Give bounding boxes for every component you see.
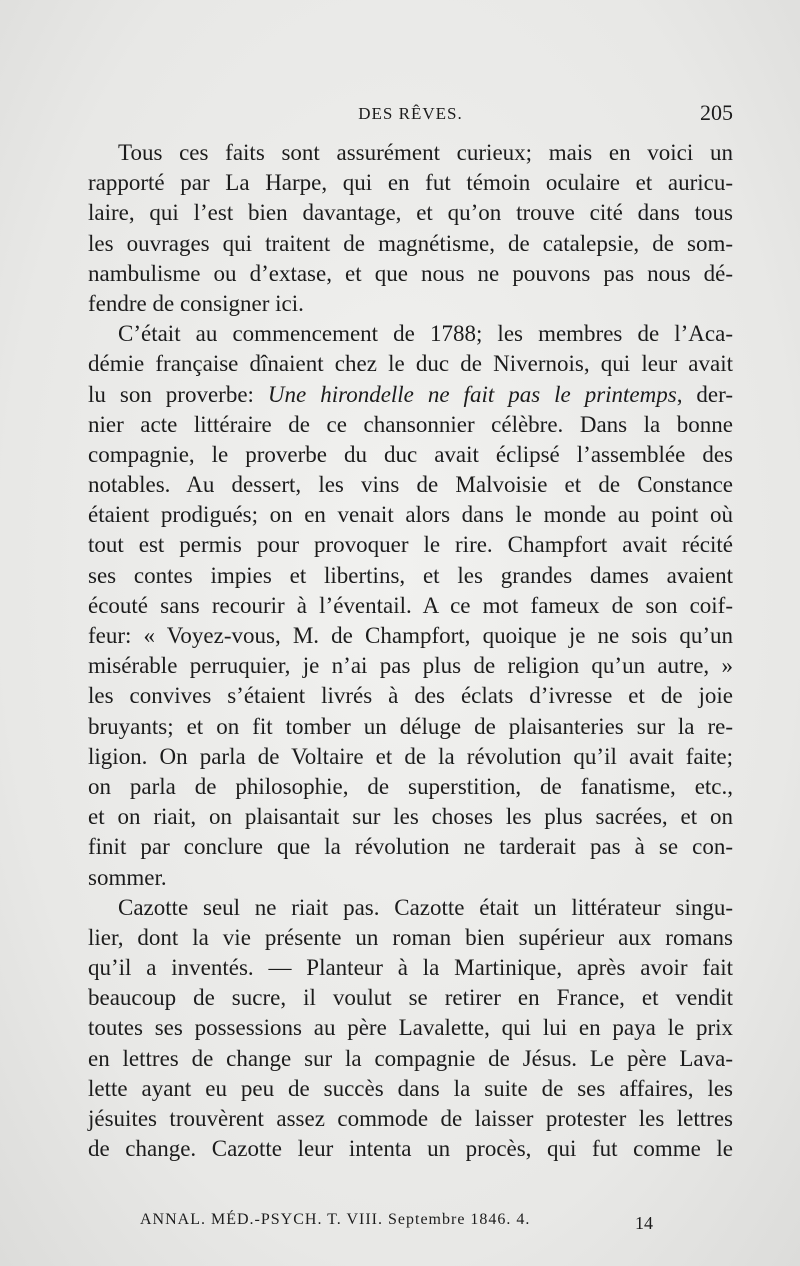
text-line: lier, dont la vie présente un roman bien supérieur aux romans	[88, 924, 733, 950]
text-line: C’était au commencement de 1788; les membres de l’Aca-	[118, 321, 733, 347]
text-line: lette ayant eu peu de succès dans la suite de ses affaires, les	[88, 1075, 733, 1101]
text-line: et on riait, on plaisantait sur les choses les plus sacrées, et on	[88, 804, 733, 830]
line-lead: lu son proverbe:	[88, 381, 268, 407]
line-tail: , der-	[676, 381, 733, 407]
text-line: fendre de consigner ici.	[88, 290, 304, 316]
text-line: notables. Au dessert, les vins de Malvoisie et de Constance	[88, 472, 733, 498]
page-number: 205	[700, 100, 733, 125]
text-line: feur: « Voyez-vous, M. de Champfort, quoique je ne sois qu’un	[88, 623, 733, 648]
text-line: toutes ses possessions au père Lavalette, qui lui en paya le prix	[88, 1015, 733, 1041]
text-line: ses contes impies et libertins, et les grandes dames avaient	[88, 562, 733, 588]
text-line-with-title	[88, 380, 733, 410]
text-line: étaient prodigués; on en venait alors dans le monde au point où	[88, 502, 733, 528]
text-line: nambulisme ou d’extase, et que nous ne pouvons pas nous dé-	[88, 260, 733, 286]
page-footer	[140, 1211, 660, 1237]
text-line: rapporté par La Harpe, qui en fut témoin oculaire et auricu-	[88, 170, 733, 196]
text-line: qu’il a inventés. — Planteur à la Martinique, après avoir fait	[88, 955, 733, 981]
running-title: DES RÊVES.	[358, 104, 463, 123]
text-line: misérable perruquier, je n’ai pas plus de religion qu’un autre, »	[88, 653, 733, 679]
text-line: démie française dînaient chez le duc de Nivernois, qui leur avait	[88, 351, 733, 377]
text-line: nier acte littéraire de ce chansonnier célèbre. Dans la bonne	[88, 411, 733, 437]
text-line: les convives s’étaient livrés à des éclats d’ivresse et de joie	[88, 683, 733, 709]
signature-mark: 14	[635, 1213, 653, 1233]
text-line: en lettres de change sur la compagnie de Jésus. Le père Lava-	[88, 1045, 733, 1071]
text-line: Cazotte seul ne riait pas. Cazotte était un littérateur singu-	[118, 894, 733, 920]
body-text	[88, 138, 733, 1164]
text-line: finit par conclure que la révolution ne tarderait pas à se con-	[88, 834, 733, 860]
running-head	[88, 100, 733, 130]
text-line: jésuites trouvèrent assez commode de laisser protester les lettres	[88, 1106, 733, 1131]
journal-reference: ANNAL. MÉD.-PSYCH. T. VIII. Septembre 1846. 4.	[140, 1211, 531, 1228]
text-line: compagnie, le proverbe du duc avait éclipsé l’assemblée des	[88, 441, 733, 467]
text-line: ligion. On parla de Voltaire et de la révolution qu’il avait faite;	[88, 743, 733, 769]
text-line: de change. Cazotte leur intenta un procès, qui fut comme le	[88, 1136, 733, 1162]
text-line: sommer.	[88, 864, 167, 890]
text-line: tout est permis pour provoquer le rire. Champfort avait récité	[88, 532, 733, 558]
text-line: beaucoup de sucre, il voulut se retirer en France, et vendit	[88, 985, 733, 1011]
text-line: on parla de philosophie, de superstition, de fanatisme, etc.,	[88, 773, 733, 799]
text-line: laire, qui l’est bien davantage, et qu’on trouve cité dans tous	[88, 200, 733, 226]
text-line: les ouvrages qui traitent de magnétisme, de catalepsie, de som-	[88, 230, 733, 256]
text-line: Tous ces faits sont assurément curieux; mais en voici un	[118, 140, 733, 165]
text-line: écouté sans recourir à l’éventail. A ce mot fameux de son coif-	[88, 592, 733, 618]
proverb-title: Une hirondelle ne fait pas le printemps	[267, 381, 677, 407]
text-line: bruyants; et on fit tomber un déluge de plaisanteries sur la re-	[88, 713, 733, 739]
